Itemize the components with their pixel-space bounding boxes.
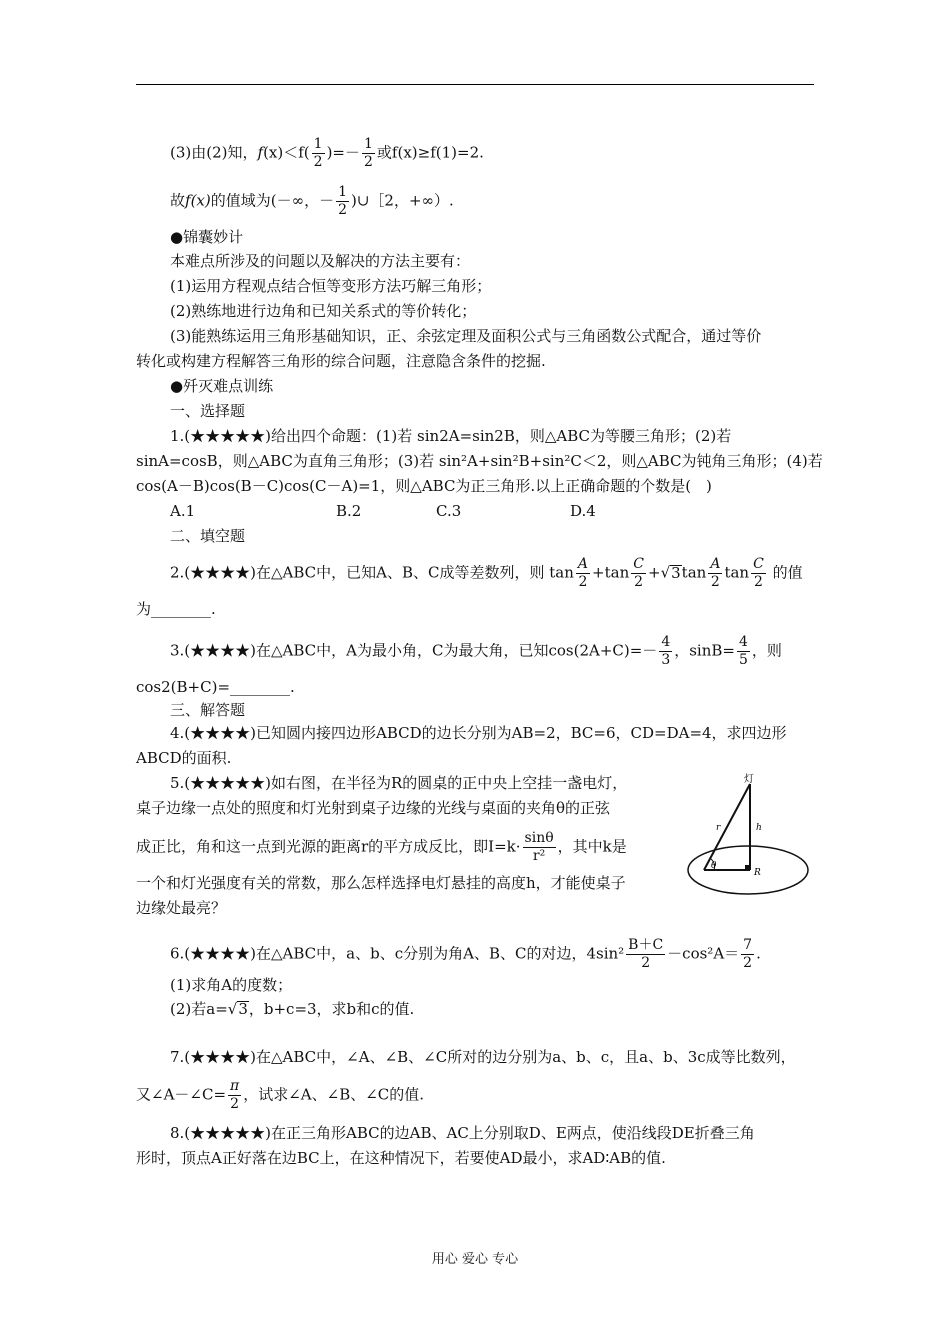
header-rule bbox=[136, 84, 814, 85]
solution-line-1: (3)由(2)知，f(x)＜f( $\frac{1}{2}$ )=－ $\frac{1}{2}$ 或f(x)≥f(1)=2. bbox=[170, 136, 484, 170]
r-label: r bbox=[716, 823, 721, 833]
q3-line-1: 3.(★★★★)在△ABC中，A为最小角，C为最大角，已知cos(2A+C)=－ $\frac{4}{3}$ ，sinB= $\frac{4}{5}$ ，则 bbox=[170, 634, 782, 668]
theta-label: θ bbox=[711, 861, 717, 871]
q6-line-1: 6.(★★★★)在△ABC中，a、b、c分别为角A、B、C的对边，4sin² $\frac{B+C}{2}$ －cos²A＝ $\frac{7}{2}$ . bbox=[170, 937, 761, 971]
big-r-label: R bbox=[754, 868, 761, 878]
q1-line-3: cos(A－B)cos(B－C)cos(C－A)=1，则△ABC为正三角形.以上正确命题的个数是( ) bbox=[136, 477, 712, 495]
option-b: B.2 bbox=[336, 502, 362, 520]
q4-line-1: 4.(★★★★)已知圆内接四边形ABCD的边长分别为AB=2，BC=6，CD=DA=4，求四边形 bbox=[170, 724, 787, 742]
part-2-heading: 二、填空题 bbox=[170, 527, 246, 545]
section-tips-heading: ●锦囊妙计 bbox=[170, 228, 244, 246]
tip-3: (3)能熟练运用三角形基础知识，正、余弦定理及面积公式与三角函数公式配合，通过等价 bbox=[170, 327, 762, 345]
q6-part-1: (1)求角A的度数； bbox=[170, 976, 293, 994]
option-c: C.3 bbox=[436, 502, 462, 520]
q5-line-1: 5.(★★★★★)如右图，在半径为R的圆桌的正中央上空挂一盏电灯， bbox=[170, 774, 628, 792]
q5-line-5: 边缘处最亮？ bbox=[136, 899, 227, 917]
option-a: A.1 bbox=[170, 502, 196, 520]
q3-line-2: cos2(B+C)=________. bbox=[136, 678, 295, 696]
q1-line-2: sinA=cosB，则△ABC为直角三角形；(3)若 sin²A+sin²B+sin²C＜2，则△ABC为钝角三角形；(4)若 bbox=[136, 452, 823, 470]
q5-line-3: 成正比，角和这一点到光源的距离r的平方成反比，即I=k· $\frac{\sin\theta}{\text{r²}}$ ，其中k是 bbox=[136, 830, 627, 864]
q7-line-2: 又∠A－∠C= $\frac{\pi}{2}$ ，试求∠A、∠B、∠C的值. bbox=[136, 1078, 425, 1112]
q5-line-4: 一个和灯光强度有关的常数，那么怎样选择电灯悬挂的高度h，才能使桌子 bbox=[136, 874, 626, 892]
solution-line-2: 故f(x)的值域为(－∞，－ $\frac{1}{2}$ )∪［2，+∞）. bbox=[170, 184, 454, 218]
right-angle-mark bbox=[745, 865, 750, 870]
light-ray-line bbox=[704, 784, 750, 870]
part-3-heading: 三、解答题 bbox=[170, 701, 246, 719]
q6-part-2: (2)若a=√3，b+c=3，求b和c的值. bbox=[170, 1000, 415, 1018]
tips-intro: 本难点所涉及的问题以及解决的方法主要有： bbox=[170, 252, 471, 270]
q7-line-1: 7.(★★★★)在△ABC中，∠A、∠B、∠C所对的边分别为a、b、c，且a、b、3c成等比数列， bbox=[170, 1048, 796, 1066]
section-training-heading: ●歼灭难点训练 bbox=[170, 377, 274, 395]
page-footer: 用心 爱心 专心 bbox=[431, 1252, 519, 1267]
q2-line-2: 为________. bbox=[136, 600, 216, 618]
tip-3-cont: 转化或构建方程解答三角形的综合问题，注意隐含条件的挖掘. bbox=[136, 352, 546, 370]
q4-line-2: ABCD的面积. bbox=[136, 749, 232, 767]
q8-line-1: 8.(★★★★★)在正三角形ABC的边AB、AC上分别取D、E两点，使沿线段DE折叠三角 bbox=[170, 1124, 755, 1142]
part-1-heading: 一、选择题 bbox=[170, 402, 246, 420]
lamp-label: 灯 bbox=[744, 774, 754, 785]
option-d: D.4 bbox=[570, 502, 596, 520]
lamp-table-figure bbox=[684, 772, 814, 902]
tip-2: (2)熟练地进行边角和已知关系式的等价转化； bbox=[170, 302, 477, 320]
q8-line-2: 形时，顶点A正好落在边BC上，在这种情况下，若要使AD最小，求AD∶AB的值. bbox=[136, 1149, 666, 1167]
q1-line-1: 1.(★★★★★)给出四个命题：(1)若 sin2A=sin2B，则△ABC为等腰三角形；(2)若 bbox=[170, 427, 732, 445]
q5-line-2: 桌子边缘一点处的照度和灯光射到桌子边缘的光线与桌面的夹角θ的正弦 bbox=[136, 799, 611, 817]
q2-line-1: 2.(★★★★)在△ABC中，已知A、B、C成等差数列，则 tan $\frac{A}{2}$ +tan $\frac{C}{2}$ +√3tan $\frac{A}{2}$ tan $\frac{C}{2}$ 的值 bbox=[170, 556, 803, 590]
tip-1: (1)运用方程观点结合恒等变形方法巧解三角形； bbox=[170, 277, 492, 295]
h-label: h bbox=[756, 823, 762, 833]
